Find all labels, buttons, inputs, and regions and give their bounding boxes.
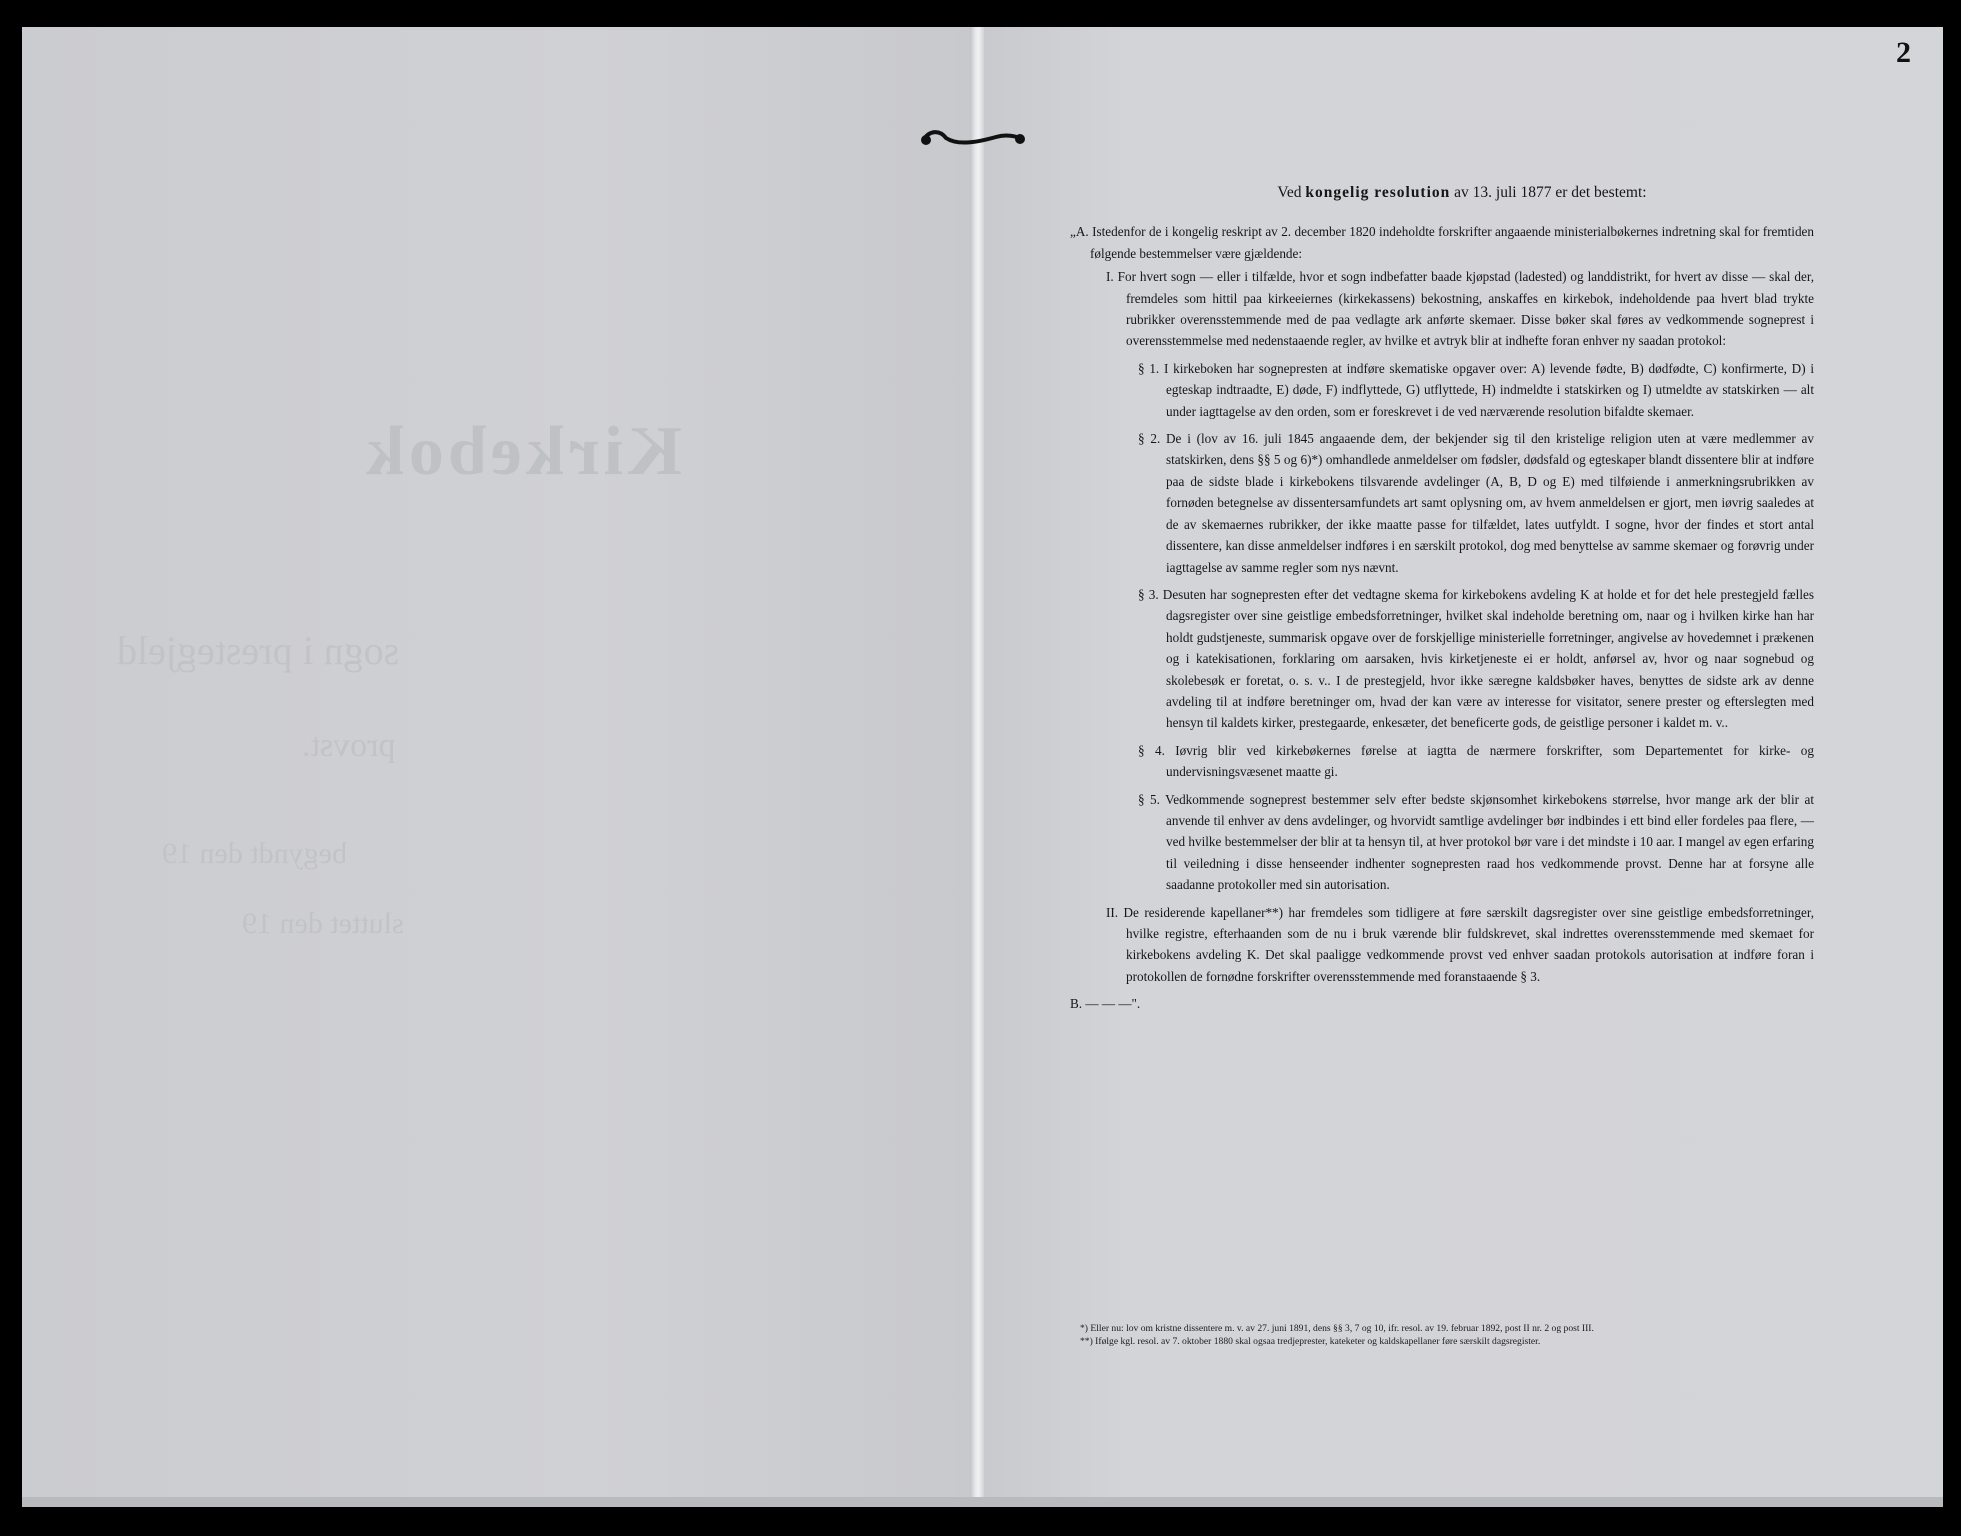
heading-bold: kongelig resolution <box>1305 184 1451 201</box>
paragraph-par-1: § 1. I kirkeboken har sognepresten at indføre skematiske opgaver over: A) levende fødte, B) dødfødte, C) konfirmerte, D) i egteskap indtraadte, E) døde, F) indflyttede, G) utflyttede, H) indmeldte i statskirken og I) utmeldte av statskirken — alt under iagttagelse av den orden, som er foreskrevet i de ved nærværende resolution bifaldte skemaer. <box>1138 360 1814 419</box>
ornament-flourish-icon <box>918 128 1028 150</box>
paragraph-par-4: § 4. Iøvrig blir ved kirkebøkernes førelse at iagtta de nærmere forskrifter, som Departementet for kirke- og undervisningsvæsenet maatte gi. <box>1138 742 1814 780</box>
bleedthrough-line: sluttet den 19 <box>242 907 404 940</box>
paragraph-par-5: § 5. Vedkommende sogneprest bestemmer selv efter bedste skjønsomhet kirkebokens størrelse, hvor mange ark der blir at anvende til enhver av dens avdelinger, og hvorvidt samtlige avdelinger bør indbindes i ett bind eller fordeles paa flere, — ved hvilke bestemmelser der blir at ta hensyn til, at hver protokol bør vare i det mindste i 10 aar. I mangel av egen erfaring til veiledning i disse henseender indhenter sognepresten raad hos vedkommende provst. Denne har at forsyne alle saadanne protokoller med sin autorisation. <box>1138 791 1814 893</box>
heading-prefix: Ved <box>1277 184 1302 201</box>
bleedthrough-line: begyndt den 19 <box>162 837 347 870</box>
paragraph-section-b: B. — — —". <box>1070 996 1141 1012</box>
resolution-heading <box>1110 182 1814 203</box>
page-edge <box>22 1497 1943 1507</box>
left-page <box>22 27 972 1507</box>
bleedthrough-title: Kirkebok <box>362 413 682 490</box>
footnote: **) Ifølge kgl. resol. av 7. oktober 1880 skal ogsaa tredjeprester, kateketer og kaldskapellaner føre særskilt dagsregister. <box>1080 1336 1541 1347</box>
heading-suffix: av 13. juli 1877 er det bestemt: <box>1454 184 1647 201</box>
page-number: 2 <box>1896 36 1911 69</box>
paragraph-par-2: § 2. De i (lov av 16. juli 1845 angaaende dem, der bekjender sig til den kristelige religion uten at være medlemmer av statskirken, dens §§ 5 og 6)*) omhandlede anmeldelser om fødsler, dødsfald og egteskaper blandt dissentere blir at indføre paa de sidste blade i kirkebokens tilsvarende avdelinger (A, B, D og E) med tilføiende i anmerkningsrubrikken av fornøden betegnelse av dissentersamfundets art samt oplysning om, av hvem anmeldelsen er gjort, men iøvrig saaledes at de av skemaernes rubrikker, der ikke maatte passe for tilfældet, lates uutfyldt. I sogne, hvor der findes et stort antal dissentere, kan disse anmeldelser indføres i en særskilt protokol, dog med benyttelse av samme skemaer og forøvrig under iagttagelse av samme regler som nys nævnt. <box>1138 431 1814 575</box>
footnote: *) Eller nu: lov om kristne dissentere m. v. av 27. juni 1891, dens §§ 3, 7 og 10, ifr. resol. av 19. februar 1892, post II nr. 2 og post III. <box>1080 1323 1594 1334</box>
resolution-text <box>1070 182 1814 1015</box>
paragraph-intro: „A. Istedenfor de i kongelig reskript av 2. december 1820 indeholdte forskrifter angaaende ministerialbøkernes indretning skal for fremtiden følgende bestemmelser være gjældende: <box>1070 224 1814 261</box>
footnotes <box>1080 1322 1820 1348</box>
paragraph-par-3: § 3. Desuten har sognepresten efter det vedtagne skema for kirkebokens avdeling K at holde et for det hele prestegjeld fælles dagsregister over sine geistlige embedsforretninger, hvilket skal indeholde beretning om, naar og i hvilken kirke han har holdt gudstjeneste, summarisk opgave over de forskjellige ministerielle forretninger, angivelse av hovedemnet i prækenen og i katekisationen, forklaring om aarsaken, hvis kirketjeneste ei er holdt, anførsel av, hvor og naar sognebud og skolebesøk er foretat, o. s. v.. I de prestegjeld, hvor ikke særegne kaldsbøker haves, benyttes de sidste ark av denne avdeling til at indføre beretninger om, hvad der kan være av interesse for visitator, senere prester og efterslegten med hensyn til kaldets kirker, prestegaarde, enkesæter, det beneficerte gods, de geistlige personer i kaldet m. v.. <box>1138 586 1814 731</box>
paragraph-section-i: I. For hvert sogn — eller i tilfælde, hvor et sogn indbefatter baade kjøpstad (ladested) og landdistrikt, for hvert av disse — skal der, fremdeles som hittil paa kirkeeiernes (kirkekassens) bekostning, anskaffes en kirkebok, indeholdende paa hvert blad trykte rubrikker overensstemmende med de paa vedlagte ark anførte skemaer. Disse bøker skal føres av vedkommende sogneprest i overensstemmelse med nedenstaaende regler, av hvilke et avtryk blir at indhefte foran enhver ny saadan protokol: <box>1106 269 1814 349</box>
paragraph-section-ii: II. De residerende kapellaner**) har fremdeles som tidligere at føre særskilt dagsregister over sine geistlige embedsforretninger, hvilke registre, efterhaanden som de nu i bruk værende blir fuldskrevet, skal indrettes overensstemmende med skemaet for kirkebokens avdeling K. Det skal paaligge vedkommende provst ved enhver saadan protokols autorisation at indføre foran i protokollen de fornødne forskrifter overensstemmende med foranstaaende § 3. <box>1106 904 1814 984</box>
bleedthrough-line: sogn i prestegjeld <box>117 628 400 673</box>
bleedthrough-line: provst. <box>302 727 396 764</box>
